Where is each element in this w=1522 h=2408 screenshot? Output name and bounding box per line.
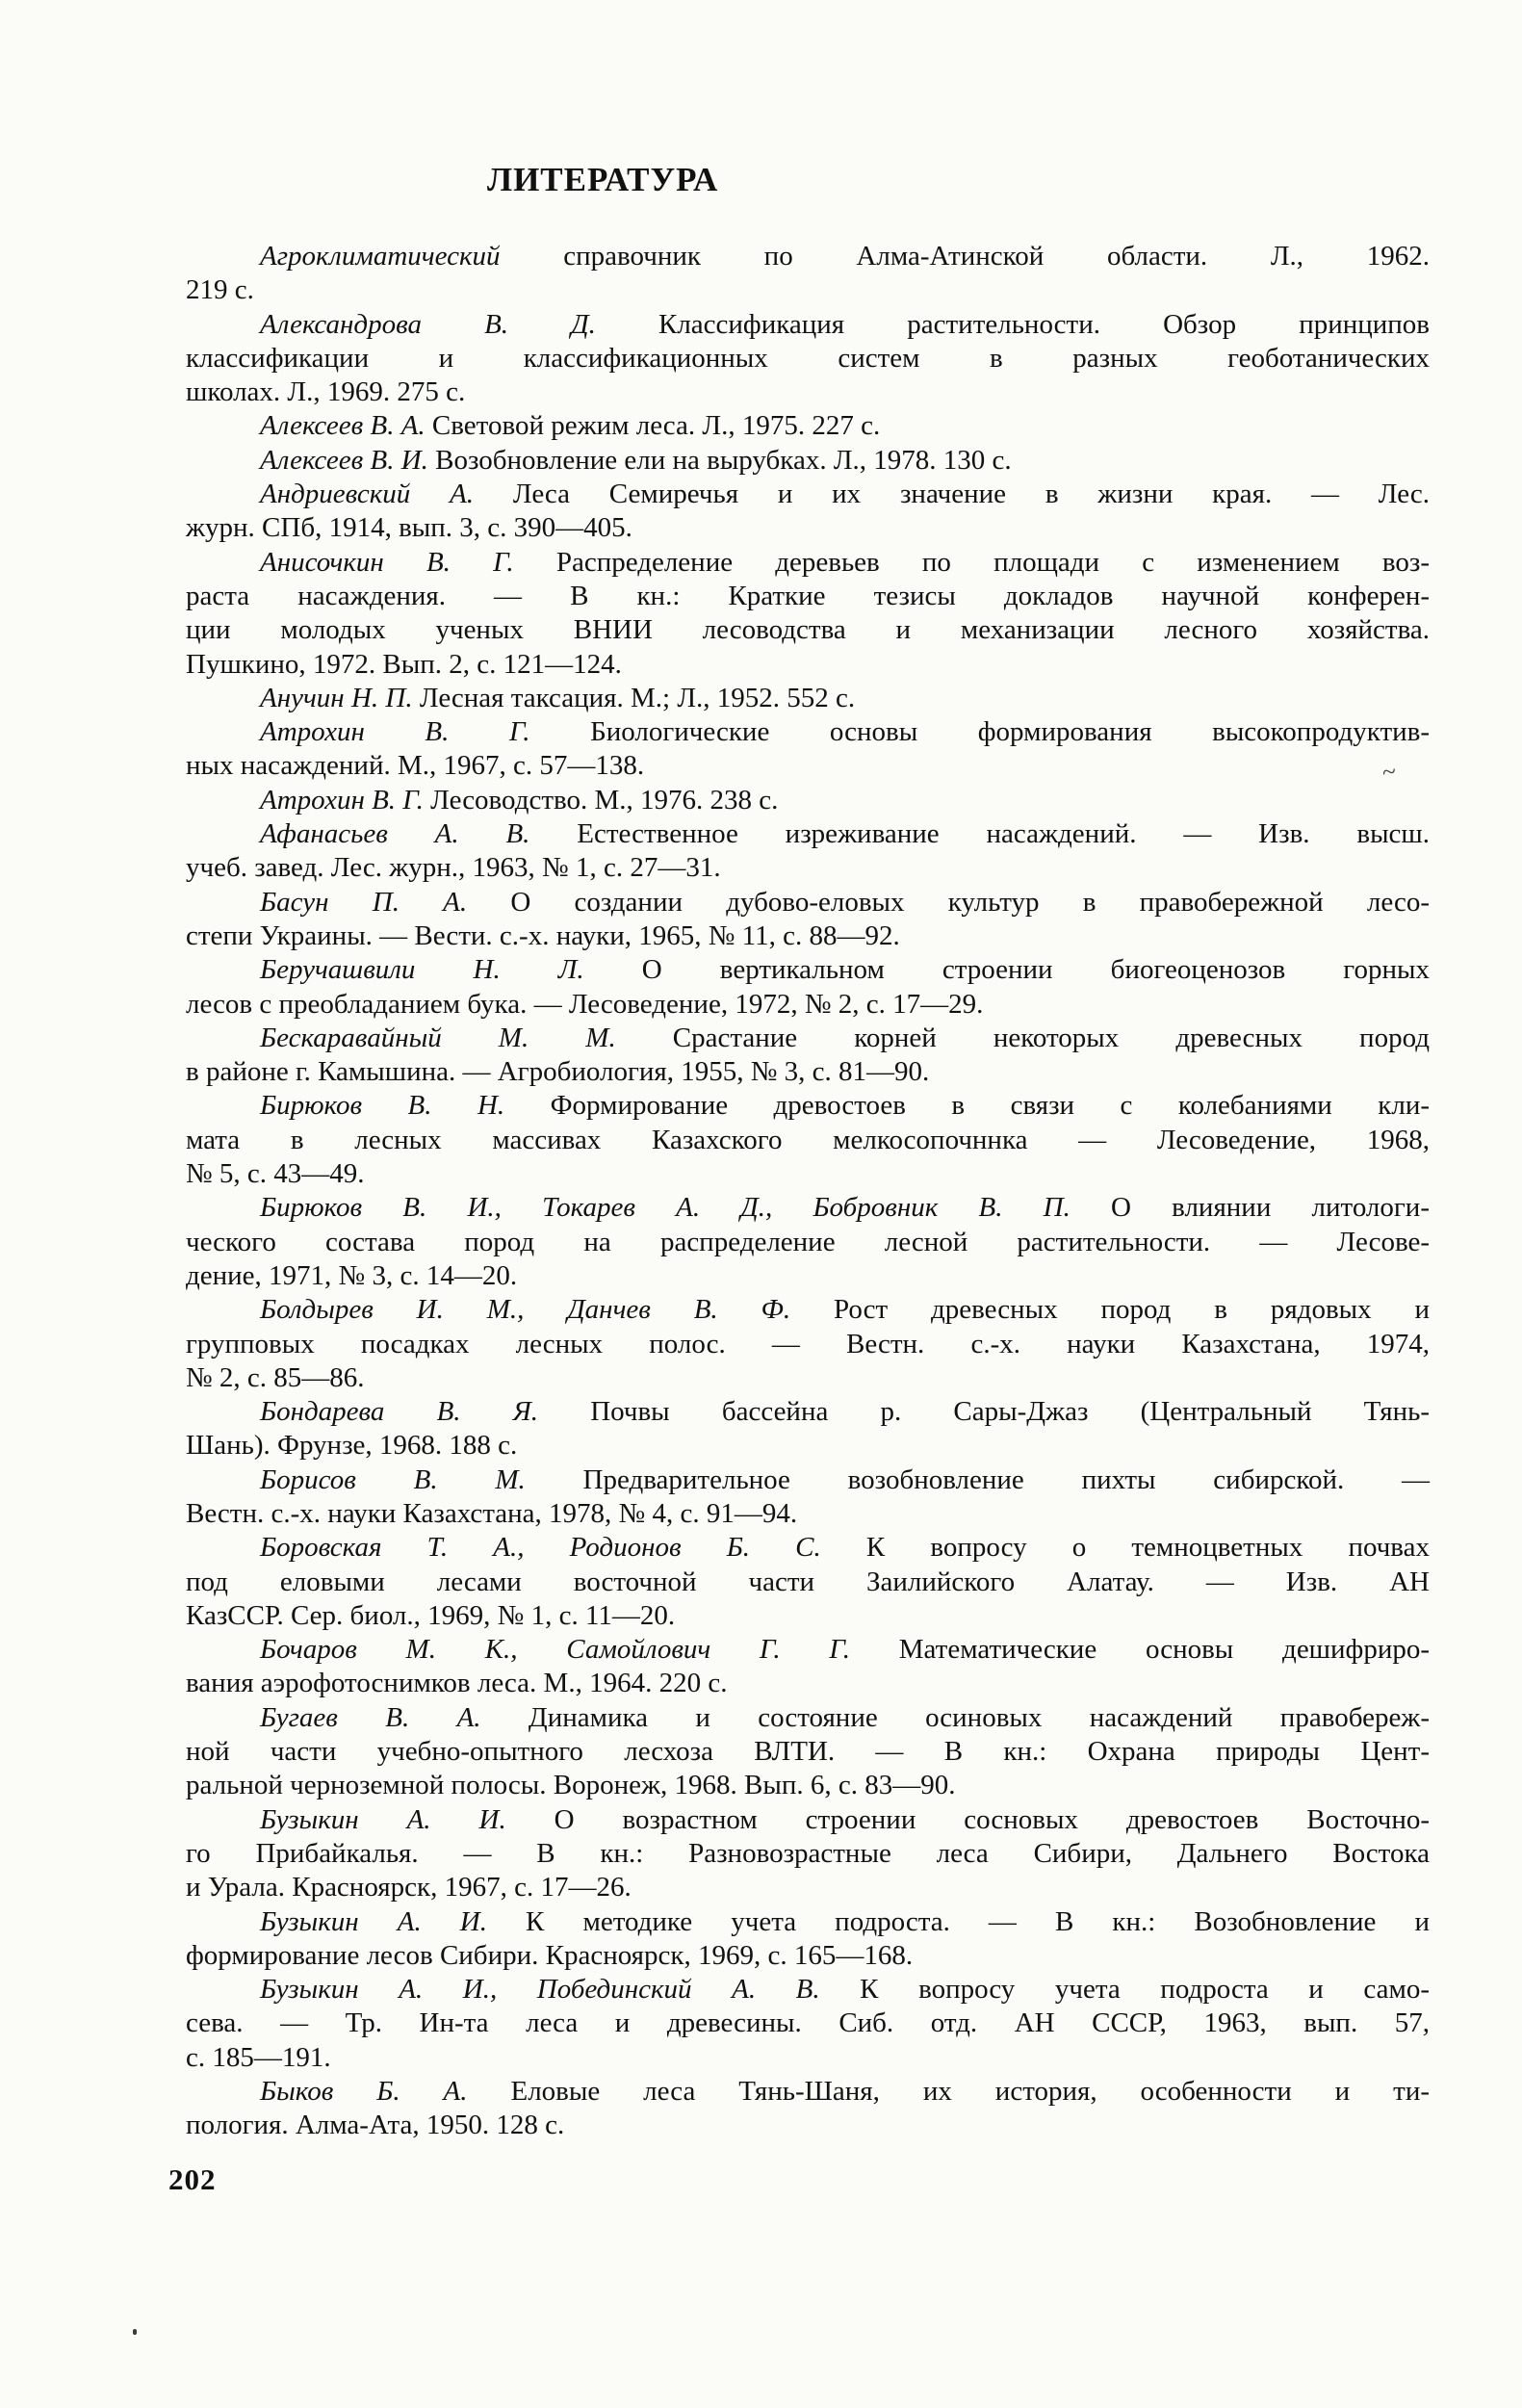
- bib-line: [186, 1429, 1430, 1463]
- bib-line: [186, 1667, 1430, 1700]
- bib-line: [186, 1259, 1430, 1293]
- author-name: Бузыкин А. И.: [260, 1803, 506, 1835]
- bibliography-list: [186, 240, 1430, 2143]
- bib-entry: [186, 784, 1430, 817]
- bib-line: [186, 1803, 1430, 1837]
- author-name: Бугаев В. А.: [260, 1701, 481, 1733]
- author-name: Афанасьев А. В.: [260, 818, 530, 850]
- bib-line-text: формирование лесов Сибири. Красноярск, 1969, с. 165—168.: [186, 1939, 914, 1971]
- bib-line: [186, 375, 1430, 409]
- bib-line: [186, 749, 1430, 783]
- bib-entry: [186, 953, 1430, 1022]
- bib-line-text: сева. — Тр. Ин-та леса и древесины. Сиб. отд. АН СССР, 1963, вып. 57,: [186, 2007, 1430, 2039]
- bib-entry: [186, 1293, 1430, 1395]
- bib-line-text: с. 185—191.: [186, 2041, 331, 2073]
- bib-line-text: и Урала. Красноярск, 1967, с. 17—26.: [186, 1872, 632, 1903]
- bib-line: [186, 613, 1430, 647]
- bib-line: [186, 1905, 1430, 1939]
- bib-line-text: Вестн. с.-х. науки Казахстана, 1978, № 4, с. 91—94.: [186, 1497, 798, 1529]
- bib-entry: [186, 1022, 1430, 1090]
- bib-entry: [186, 1089, 1430, 1191]
- bib-line-text: № 2, с. 85—86.: [186, 1361, 365, 1393]
- bib-line: [186, 1124, 1430, 1157]
- author-name: Беручашвили Н. Л.: [260, 954, 584, 986]
- bib-line-text: пология. Алма-Ата, 1950. 128 с.: [186, 2110, 565, 2141]
- bib-line-text: Возобновление ели на вырубках. Л., 1978. 130 с.: [427, 444, 1012, 476]
- bib-line: [186, 886, 1430, 919]
- author-name: Бузыкин А. И.: [260, 1905, 487, 1937]
- bib-line: [186, 444, 1430, 478]
- bib-line: [186, 953, 1430, 987]
- bib-line: [186, 715, 1430, 749]
- bib-entry: [186, 478, 1430, 546]
- bib-line-text: Динамика и состояние осиновых насаждений правобереж-: [480, 1701, 1431, 1733]
- author-name: Бирюков В. Н.: [260, 1090, 505, 1122]
- bib-line: [186, 1226, 1430, 1259]
- bib-line: [186, 1837, 1430, 1871]
- author-name: Борисов В. М.: [260, 1463, 526, 1495]
- bib-line-text: Шань). Фрунзе, 1968. 188 с.: [186, 1430, 518, 1462]
- bib-line-text: справочник по Алма-Атинской области. Л., 1962.: [500, 241, 1430, 272]
- bib-line-text: Срастание корней некоторых древесных пород: [615, 1022, 1430, 1053]
- bib-entry: [186, 1973, 1430, 2075]
- bib-line-text: в районе г. Камышина. — Агробиология, 1955, № 3, с. 81—90.: [186, 1056, 930, 1088]
- bib-line-text: вания аэрофотоснимков леса. М., 1964. 220 с.: [186, 1668, 728, 1699]
- bib-line: [186, 478, 1430, 511]
- bib-line: [186, 1531, 1430, 1565]
- bib-line: [186, 342, 1430, 375]
- bib-line: [186, 1463, 1430, 1497]
- bib-line-text: ции молодых ученых ВНИИ лесоводства и механизации лесного хозяйства.: [186, 614, 1430, 646]
- bib-line: [186, 2007, 1430, 2040]
- bib-line-text: К методике учета подроста. — В кн.: Возобновление и: [486, 1905, 1430, 1937]
- bib-line-text: Лесная таксация. М.; Л., 1952. 552 с.: [412, 682, 856, 713]
- bib-line-text: ческого состава пород на распределение лесной растительности. — Лесове-: [186, 1226, 1430, 1257]
- bib-line: [186, 1939, 1430, 1973]
- bib-entry: [186, 308, 1430, 410]
- bib-line-text: Естественное изреживание насаждений. — Изв. высш.: [529, 818, 1431, 850]
- bib-line-text: Классификация растительности. Обзор принципов: [595, 308, 1430, 340]
- bib-entry: [186, 1803, 1430, 1905]
- bib-line-text: учеб. завед. Лес. журн., 1963, № 1, с. 27—31.: [186, 852, 721, 884]
- bib-line-text: дение, 1971, № 3, с. 14—20.: [186, 1259, 518, 1291]
- bib-line: [186, 817, 1430, 851]
- bib-line-text: школах. Л., 1969. 275 с.: [186, 376, 466, 408]
- bib-entry: [186, 444, 1430, 478]
- author-name: Бескаравайный М. М.: [260, 1022, 616, 1053]
- bib-line: [186, 1293, 1430, 1327]
- bib-entry: [186, 1701, 1430, 1803]
- bib-entry: [186, 1905, 1430, 1974]
- bib-line-text: под еловыми лесами восточной части Заилийского Алатау. — Изв. АН: [186, 1566, 1430, 1597]
- page-title: ЛИТЕРАТУРА: [487, 161, 719, 198]
- bib-line-text: журн. СПб, 1914, вып. 3, с. 390—405.: [186, 512, 632, 544]
- author-name: Атрохин В. Г.: [260, 716, 530, 748]
- bib-line: [186, 1328, 1430, 1361]
- author-name: Анисочкин В. Г.: [260, 546, 514, 578]
- bib-line: [186, 988, 1430, 1022]
- author-name: Атрохин В. Г.: [260, 784, 424, 816]
- bib-line-text: № 5, с. 43—49.: [186, 1158, 365, 1190]
- author-name: Андриевский А.: [260, 479, 475, 510]
- author-name: Басун П. А.: [260, 886, 468, 918]
- bib-line-text: Световой режим леса. Л., 1975. 227 с.: [425, 410, 881, 442]
- bib-line: [186, 1769, 1430, 1802]
- bib-line-text: Биологические основы формирования высокопродуктив-: [529, 716, 1430, 748]
- bib-line: [186, 546, 1430, 580]
- bib-line-text: классификации и классификационных систем в разных геоботанических: [186, 342, 1430, 374]
- bib-line: [186, 851, 1430, 885]
- bib-line-text: КазССР. Сер. биол., 1969, № 1, с. 11—20.: [186, 1599, 676, 1631]
- bib-line-text: го Прибайкалья. — В кн.: Разновозрастные леса Сибири, Дальнего Востока: [186, 1837, 1430, 1869]
- bib-line: [186, 1157, 1430, 1191]
- bib-line-text: мата в лесных массивах Казахского мелкосопочннка — Лесоведение, 1968,: [186, 1124, 1430, 1155]
- bib-line: [186, 1633, 1430, 1667]
- bib-line: [186, 1055, 1430, 1089]
- author-name: Быков Б. А.: [260, 2076, 468, 2108]
- bib-line: [186, 1395, 1430, 1429]
- bib-line-text: Лесоводство. М., 1976. 238 с.: [423, 784, 779, 816]
- bib-entry: [186, 817, 1430, 886]
- bib-line-text: О создании дубово-еловых культур в правобережной лесо-: [467, 886, 1430, 918]
- bib-line-text: Еловые леса Тянь-Шаня, их история, особенности и ти-: [467, 2076, 1430, 2108]
- bib-entry: [186, 1463, 1430, 1532]
- bib-entry: [186, 886, 1430, 954]
- bib-line: [186, 1599, 1430, 1633]
- author-name: Бондарева В. Я.: [260, 1396, 539, 1428]
- bib-entry: [186, 409, 1430, 443]
- bib-entry: [186, 546, 1430, 682]
- scan-speck: [133, 2329, 137, 2335]
- bib-line-text: Пушкино, 1972. Вып. 2, с. 121—124.: [186, 648, 622, 680]
- author-name: Бузыкин А. И., Побединский А. В.: [260, 1974, 820, 2006]
- author-name: Боровская Т. А., Родионов Б. С.: [260, 1532, 821, 1564]
- bib-entry: [186, 1531, 1430, 1633]
- bib-line: [186, 919, 1430, 953]
- bib-line-text: лесов с преобладанием бука. — Лесоведение, 1972, № 2, с. 17—29.: [186, 988, 984, 1020]
- bib-line: [186, 580, 1430, 613]
- bib-line: [186, 682, 1430, 715]
- bib-line: [186, 1566, 1430, 1599]
- bib-line: [186, 1022, 1430, 1055]
- author-name: Алексеев В. И.: [260, 444, 428, 476]
- bib-line: [186, 1735, 1430, 1769]
- author-name: Бирюков В. И., Токарев А. Д., Бобровник В. П.: [260, 1192, 1071, 1224]
- bib-entry: [186, 1191, 1430, 1293]
- page-number: 202: [168, 2162, 217, 2196]
- bib-line-text: Формирование древостоев в связи с колебаниями кли-: [504, 1090, 1430, 1122]
- author-name: Алексеев В. А.: [260, 410, 426, 442]
- bib-line: [186, 308, 1430, 342]
- author-name: Болдырев И. М., Данчев В. Ф.: [260, 1294, 791, 1326]
- bib-line: [186, 2075, 1430, 2109]
- bib-line-text: Распределение деревьев по площади с изменением воз-: [513, 546, 1430, 578]
- bib-line-text: Предварительное возобновление пихты сибирской. —: [525, 1463, 1430, 1495]
- bib-line-text: ных насаждений. М., 1967, с. 57—138.: [186, 750, 645, 782]
- bib-line: [186, 1361, 1430, 1395]
- bib-entry: [186, 1395, 1430, 1463]
- bib-line-text: раста насаждения. — В кн.: Краткие тезисы докладов научной конферен-: [186, 580, 1430, 611]
- bib-line-text: О вертикальном строении биогеоценозов горных: [583, 954, 1430, 986]
- bib-line: [186, 511, 1430, 545]
- bib-line: [186, 648, 1430, 682]
- bib-line: [186, 1973, 1430, 2007]
- bib-line-text: Почвы бассейна р. Сары-Джаз (Центральный Тянь-: [538, 1396, 1430, 1428]
- scan-smudge: ~: [1380, 757, 1398, 787]
- bib-line-text: Рост древесных пород в рядовых и: [790, 1294, 1430, 1326]
- bib-line-text: О возрастном строении сосновых древостоев Восточно-: [505, 1803, 1430, 1835]
- bib-line-text: степи Украины. — Вести. с.-х. науки, 1965, № 11, с. 88—92.: [186, 919, 900, 951]
- bib-line-text: 219 с.: [186, 274, 254, 306]
- author-name: Анучин Н. П.: [260, 682, 413, 713]
- author-name: Бочаров М. К., Самойлович Г. Г.: [260, 1634, 850, 1666]
- bib-line: [186, 784, 1430, 817]
- bib-line: [186, 240, 1430, 273]
- bib-line: [186, 1701, 1430, 1735]
- bib-entry: [186, 2075, 1430, 2143]
- author-name: Агроклиматический: [260, 241, 501, 272]
- bib-line: [186, 1497, 1430, 1531]
- bib-line-text: ной части учебно-опытного лесхоза ВЛТИ. — В кн.: Охрана природы Цент-: [186, 1736, 1430, 1768]
- bib-line: [186, 1089, 1430, 1123]
- bib-entry: [186, 1633, 1430, 1701]
- bib-line-text: групповых посадках лесных полос. — Вестн. с.-х. науки Казахстана, 1974,: [186, 1328, 1430, 1359]
- bib-entry: [186, 240, 1430, 308]
- bib-line: [186, 2109, 1430, 2142]
- author-name: Александрова В. Д.: [260, 308, 596, 340]
- bib-line: [186, 1191, 1430, 1225]
- bib-line-text: ральной черноземной полосы. Воронеж, 1968. Вып. 6, с. 83—90.: [186, 1770, 956, 1801]
- bib-line-text: О влиянии литологи-: [1070, 1192, 1430, 1224]
- bib-line-text: Леса Семиречья и их значение в жизни края. — Лес.: [474, 479, 1430, 510]
- bib-line: [186, 273, 1430, 307]
- bib-line-text: К вопросу о темноцветных почвах: [820, 1532, 1430, 1564]
- bib-line-text: Математические основы дешифриро-: [849, 1634, 1431, 1666]
- bib-line: [186, 1871, 1430, 1904]
- bib-line-text: К вопросу учета подроста и само-: [819, 1974, 1430, 2006]
- bib-line: [186, 409, 1430, 443]
- bib-line: [186, 2041, 1430, 2075]
- bib-entry: [186, 682, 1430, 715]
- bib-entry: [186, 715, 1430, 784]
